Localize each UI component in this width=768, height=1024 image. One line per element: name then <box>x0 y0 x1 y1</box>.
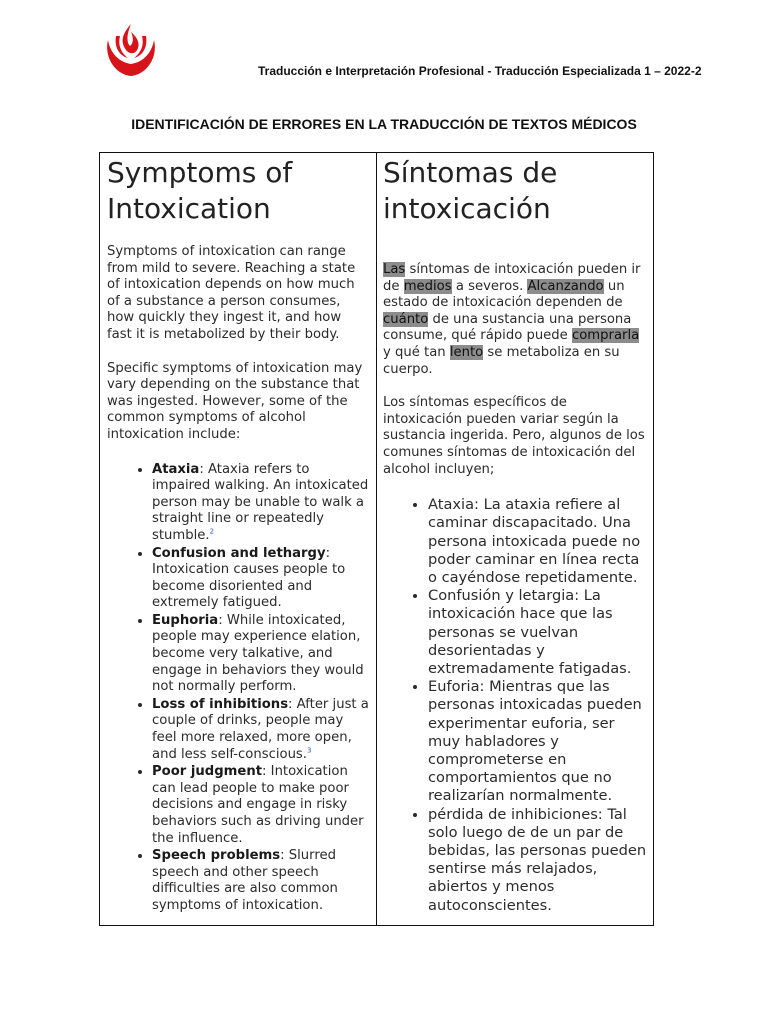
list-item <box>152 763 370 847</box>
translation-heading-line2: intoxicación <box>383 192 551 225</box>
item-term: Confusion and lethargy <box>152 545 326 561</box>
list-item: • Euforia: Mientras que las personas intoxicadas pueden experimentar euforia, ser muy habladores y comprometerse en comportamientos que no realizarían normalmente. <box>428 678 647 805</box>
list-item <box>152 847 370 914</box>
item-term: Speech problems <box>152 848 281 864</box>
footnote-ref[interactable]: 3 <box>307 746 312 755</box>
course-header: Traducción e Interpretación Profesional - Traducción Especializada 1 – 2022-2 <box>258 64 702 78</box>
translation-heading <box>383 155 647 227</box>
list-item <box>152 461 370 545</box>
error-highlight: Las <box>383 262 406 277</box>
list-item <box>152 696 370 763</box>
item-text: : Intoxication can lead people to make poor decisions and engage in risky behaviors such as driving under the influence. <box>152 764 364 846</box>
item-term: Euphoria <box>152 612 219 628</box>
error-highlight: cuánto <box>383 311 429 327</box>
error-highlight: Alcanzando <box>527 278 604 294</box>
source-heading-line2: Intoxication <box>107 192 271 225</box>
list-item: • pérdida de inhibiciones: Tal solo luego de de un par de bebidas, las personas pueden sentirse más relajados, abiertos y menos autoconscientes. <box>428 806 647 915</box>
item-text: : While intoxicated, people may experience elation, become very talkative, and engage in behaviors they would not normally perform. <box>152 612 364 695</box>
source-heading-line1: Symptoms of <box>107 156 293 189</box>
comparison-table <box>99 152 654 926</box>
item-text: : Slurred speech and other speech difficulties are also common symptoms of intoxication. <box>152 848 338 913</box>
item-text: : Intoxication causes people to become disoriented and extremely fatigued. <box>152 545 346 611</box>
source-symptom-list <box>107 461 370 915</box>
item-text: : Ataxia refers to impaired walking. An intoxicated person may be unable to walk a straight line or repeatedly stumble. <box>152 461 369 543</box>
list-item <box>152 612 370 696</box>
item-term: Poor judgment <box>152 764 263 780</box>
footnote-ref[interactable]: 2 <box>209 527 215 536</box>
translation-paragraph-1: Las síntomas de intoxicación pueden ir de medios a severos. Alcanzando un estado de intoxicación dependen de cuánto de una sustancia una persona consume, qué rápido puede comprarla y qué tan lento se metaboliza en su cuerpo. <box>383 262 641 377</box>
translation-heading-line1: Síntomas de <box>383 156 558 189</box>
source-paragraph-2: Specific symptoms of intoxication may vary depending on the substance that was ingested. However, some of the common symptoms of alcohol intoxication include: <box>107 360 363 442</box>
list-item: • Ataxia: La ataxia refiere al caminar discapacitado. Una persona intoxicada puede no poder caminar en línea recta o cayéndose repetidamente. <box>428 496 647 587</box>
item-term: Ataxia <box>152 461 200 477</box>
error-highlight: comprarla <box>571 328 640 344</box>
source-paragraph-1: Symptoms of intoxication can range from mild to severe. Reaching a state of intoxication depends on how much of a substance a person consumes, how quickly they ingest it, and how fast it is metabolized by their body. <box>107 244 356 342</box>
item-term: Loss of inhibitions <box>152 696 289 712</box>
university-logo <box>100 22 162 80</box>
list-item <box>152 545 370 612</box>
source-heading <box>107 155 370 227</box>
item-text: : After just a couple of drinks, people may feel more relaxed, more open, and less self-conscious. <box>152 696 369 762</box>
source-text-column <box>100 153 377 925</box>
error-highlight: lento <box>449 344 484 360</box>
translation-symptom-list <box>383 496 647 915</box>
flame-logo-icon <box>100 22 162 80</box>
error-highlight: medios <box>403 278 452 294</box>
list-item: • Confusión y letargia: La intoxicación hace que las personas se vuelvan desorientadas y extremadamente fatigadas. <box>428 587 647 678</box>
document-title: IDENTIFICACIÓN DE ERRORES EN LA TRADUCCIÓN DE TEXTOS MÉDICOS <box>131 116 637 132</box>
translation-paragraph-2: Los síntomas específicos de intoxicación pueden variar según la sustancia ingerida. Pero, algunos de los comunes síntomas de intoxicación del alcohol incluyen; <box>383 395 645 477</box>
translation-column <box>377 153 653 925</box>
